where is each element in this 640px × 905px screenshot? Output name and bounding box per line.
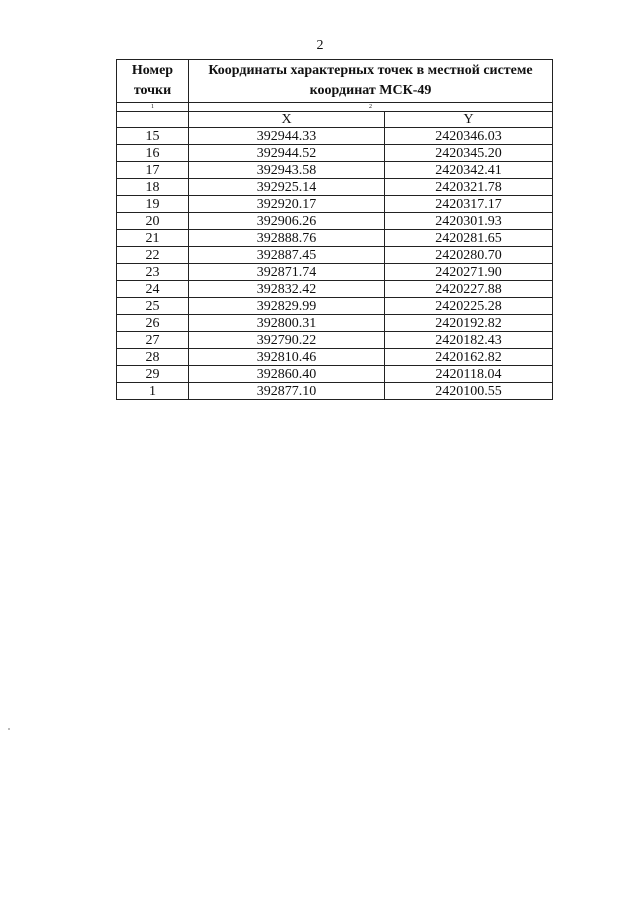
point-number-cell: 29 [117, 366, 189, 383]
index-cell-1: 1 [117, 103, 189, 112]
y-coordinate-cell: 2420342.41 [385, 162, 553, 179]
x-coordinate-cell: 392906.26 [189, 213, 385, 230]
y-coordinate-cell: 2420162.82 [385, 349, 553, 366]
table-row [117, 264, 553, 281]
x-coordinate-cell: 392832.42 [189, 281, 385, 298]
x-coordinate-cell: 392925.14 [189, 179, 385, 196]
table-row [117, 145, 553, 162]
coordinates-table [116, 59, 553, 400]
point-number-cell: 17 [117, 162, 189, 179]
axis-x-label: X [189, 112, 385, 128]
point-number-cell: 26 [117, 315, 189, 332]
y-coordinate-cell: 2420281.65 [385, 230, 553, 247]
page-number: 2 [316, 38, 324, 53]
table-row [117, 315, 553, 332]
x-coordinate-cell: 392810.46 [189, 349, 385, 366]
point-number-cell: 21 [117, 230, 189, 247]
table-row [117, 247, 553, 264]
table-row [117, 298, 553, 315]
point-number-cell: 24 [117, 281, 189, 298]
table-row [117, 349, 553, 366]
y-coordinate-cell: 2420100.55 [385, 383, 553, 400]
header-coordinates: Координаты характерных точек в местной системе координат МСК-49 [189, 60, 553, 103]
table-row [117, 213, 553, 230]
table-row [117, 162, 553, 179]
y-coordinate-cell: 2420225.28 [385, 298, 553, 315]
margin-dot [8, 728, 10, 730]
y-coordinate-cell: 2420317.17 [385, 196, 553, 213]
point-number-cell: 19 [117, 196, 189, 213]
table-header-row [117, 60, 553, 103]
table-row [117, 366, 553, 383]
y-coordinate-cell: 2420280.70 [385, 247, 553, 264]
point-number-cell: 1 [117, 383, 189, 400]
y-coordinate-cell: 2420118.04 [385, 366, 553, 383]
index-row [117, 103, 553, 112]
point-number-cell: 18 [117, 179, 189, 196]
point-number-cell: 16 [117, 145, 189, 162]
header-point-number: Номер точки [117, 60, 189, 103]
axis-cell-empty [117, 112, 189, 128]
y-coordinate-cell: 2420227.88 [385, 281, 553, 298]
point-number-cell: 28 [117, 349, 189, 366]
point-number-cell: 25 [117, 298, 189, 315]
y-coordinate-cell: 2420192.82 [385, 315, 553, 332]
table-row [117, 179, 553, 196]
table-row [117, 383, 553, 400]
x-coordinate-cell: 392829.99 [189, 298, 385, 315]
index-cell-2: 2 [189, 103, 553, 112]
y-coordinate-cell: 2420182.43 [385, 332, 553, 349]
point-number-cell: 20 [117, 213, 189, 230]
x-coordinate-cell: 392790.22 [189, 332, 385, 349]
y-coordinate-cell: 2420346.03 [385, 128, 553, 145]
x-coordinate-cell: 392944.52 [189, 145, 385, 162]
point-number-cell: 15 [117, 128, 189, 145]
table-row [117, 332, 553, 349]
x-coordinate-cell: 392943.58 [189, 162, 385, 179]
point-number-cell: 23 [117, 264, 189, 281]
x-coordinate-cell: 392888.76 [189, 230, 385, 247]
x-coordinate-cell: 392887.45 [189, 247, 385, 264]
table-row [117, 196, 553, 213]
table-row [117, 281, 553, 298]
point-number-cell: 22 [117, 247, 189, 264]
table-row [117, 230, 553, 247]
y-coordinate-cell: 2420321.78 [385, 179, 553, 196]
x-coordinate-cell: 392877.10 [189, 383, 385, 400]
axis-row [117, 112, 553, 128]
x-coordinate-cell: 392800.31 [189, 315, 385, 332]
point-number-cell: 27 [117, 332, 189, 349]
x-coordinate-cell: 392920.17 [189, 196, 385, 213]
table-row [117, 128, 553, 145]
x-coordinate-cell: 392860.40 [189, 366, 385, 383]
axis-y-label: Y [385, 112, 553, 128]
y-coordinate-cell: 2420345.20 [385, 145, 553, 162]
y-coordinate-cell: 2420301.93 [385, 213, 553, 230]
x-coordinate-cell: 392944.33 [189, 128, 385, 145]
x-coordinate-cell: 392871.74 [189, 264, 385, 281]
y-coordinate-cell: 2420271.90 [385, 264, 553, 281]
